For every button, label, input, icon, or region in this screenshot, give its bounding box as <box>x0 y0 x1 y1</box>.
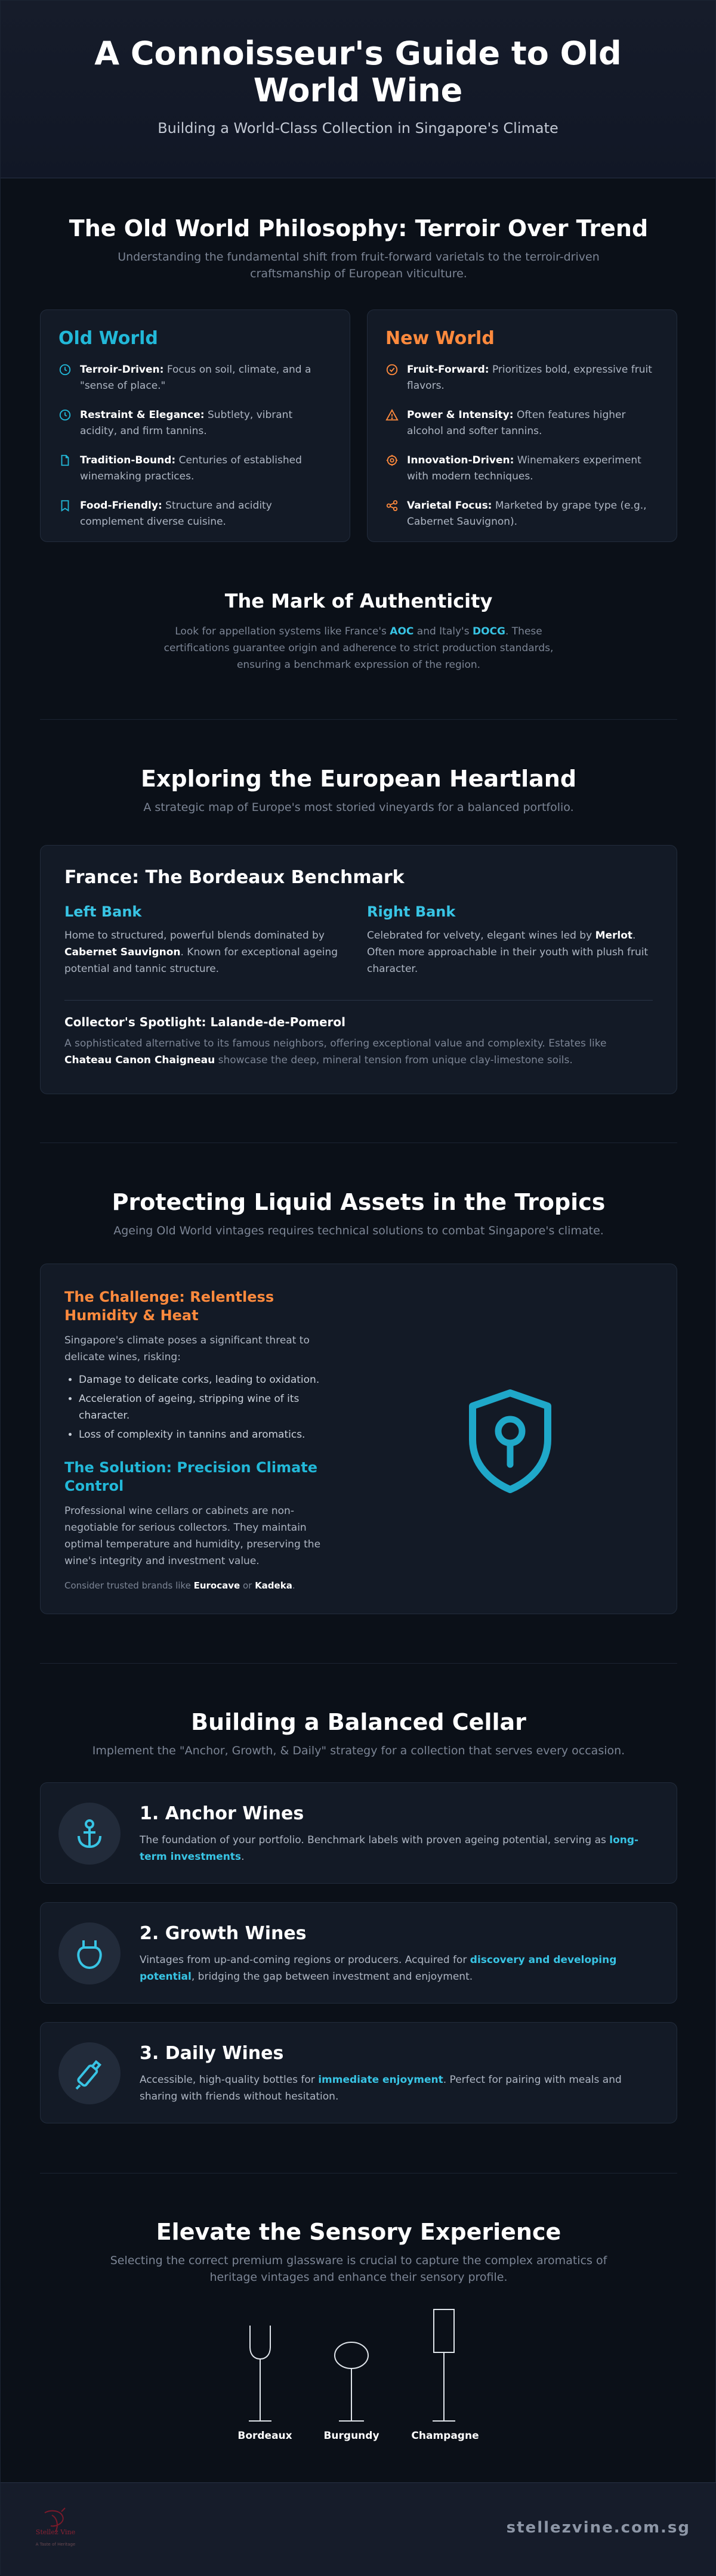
cellar-section <box>1 1709 716 1759</box>
challenge-intro: Singapore's climate poses a significant threat to delicate wines, risking: <box>64 1335 310 1363</box>
section-divider <box>40 719 677 720</box>
warning-icon <box>385 408 399 422</box>
new-world-heading: New World <box>385 328 495 349</box>
feature-label: Tradition-Bound: <box>80 454 176 466</box>
old-world-item <box>58 407 332 439</box>
philosophy-section <box>1 215 716 282</box>
risk-item: • Damage to delicate corks, leading to oxidation. <box>79 1371 341 1388</box>
risk-list <box>64 1371 341 1443</box>
wine-text-part: , bridging the gap between investment and enjoyment. <box>191 1971 473 1983</box>
wine-text-part: . <box>241 1851 245 1863</box>
spotlight-estate: Chateau Canon Chaigneau <box>64 1054 215 1066</box>
cellar-title: Building a Balanced Cellar <box>191 1709 526 1735</box>
burgundy-glass-icon <box>332 2341 371 2425</box>
icon-circle <box>58 1922 121 1984</box>
icon-circle <box>58 2042 121 2104</box>
left-bank-text-part: . Known for exceptional ageing potential and tannic structure. <box>64 946 338 975</box>
heartland-subtitle: A strategic map of Europe's most storied vineyards for a balanced portfolio. <box>143 801 574 814</box>
spotlight-text <box>64 1035 653 1069</box>
tropics-subtitle: Ageing Old World vintages requires technical solutions to combat Singapore's climate. <box>113 1224 604 1237</box>
card-divider <box>64 1000 653 1001</box>
solution-title: The Solution: Precision Climate Control <box>64 1459 318 1494</box>
feature-label: Power & Intensity: <box>407 409 514 421</box>
feature-label: Varietal Focus: <box>407 500 492 512</box>
logo-text: Stellez Vine <box>35 2528 76 2536</box>
feature-text: Focus on soil, climate, and a "sense of place." <box>80 364 311 392</box>
docg-highlight: DOCG <box>472 626 505 637</box>
feature-text: Often features higher alcohol and softer tannins. <box>407 409 626 437</box>
wine-highlight: long-term investments <box>140 1834 639 1863</box>
new-world-card <box>367 309 677 542</box>
left-bank-text <box>64 927 344 977</box>
left-bank-heading: Left Bank <box>64 903 142 920</box>
wine-text-part: . Perfect for pairing with meals and sharing with friends without hesitation. <box>140 2074 622 2103</box>
feature-label: Food-Friendly: <box>80 500 162 512</box>
new-world-item <box>385 362 659 394</box>
icon-circle <box>58 1803 121 1865</box>
champagne-glass-icon <box>429 2306 459 2425</box>
anchor-wines-card <box>40 1782 677 1884</box>
sensory-section <box>1 2219 716 2286</box>
cellar-subtitle: Implement the "Anchor, Growth, & Daily" strategy for a collection that serves every occasion. <box>92 1744 625 1757</box>
tropics-section <box>1 1189 716 1239</box>
growth-icon <box>72 1936 107 1971</box>
philosophy-subtitle: Understanding the fundamental shift from fruit-forward varietals to the terroir-driven craftsmanship of European viticulture. <box>118 250 600 280</box>
bordeaux-glass-icon <box>245 2323 275 2425</box>
solution-text: Professional wine cellars or cabinets are non-negotiable for serious collectors. They maintain optimal temperature and humidity, preserving the wine's integrity and investment value. <box>64 1505 321 1567</box>
bottle-icon <box>72 2055 107 2091</box>
feature-text: Centuries of established winemaking practices. <box>80 454 302 482</box>
philosophy-title: The Old World Philosophy: Terroir Over Trend <box>69 215 649 242</box>
growth-wines-text <box>140 1952 653 1985</box>
brands-text-part: Consider trusted brands like <box>64 1580 194 1591</box>
authenticity-text-part: Look for appellation systems like France's <box>175 626 390 637</box>
bordeaux-card <box>40 845 677 1094</box>
bordeaux-title: France: The Bordeaux Benchmark <box>64 867 405 888</box>
daily-wines-text <box>140 2072 653 2105</box>
brand-logo <box>27 2507 84 2553</box>
wine-text-part: Accessible, high-quality bottles for <box>140 2074 319 2086</box>
bookmark-icon <box>58 499 72 512</box>
glass-label-burgundy: Burgundy <box>323 2430 379 2442</box>
feature-text: Winemakers experiment with modern techniques. <box>407 454 641 482</box>
wine-highlight: discovery and developing potential <box>140 1954 617 1983</box>
new-world-item <box>385 498 659 530</box>
clock-icon <box>58 363 72 376</box>
old-world-heading: Old World <box>58 328 158 349</box>
left-bank <box>64 903 344 977</box>
old-world-item <box>58 362 332 394</box>
right-bank-grape: Merlot <box>595 930 633 942</box>
brand-kadeka: Kadeka <box>255 1580 292 1591</box>
old-world-item <box>58 498 332 530</box>
anchor-wines-title: 1. Anchor Wines <box>140 1803 304 1824</box>
page-subtitle: Building a World-Class Collection in Singapore's Climate <box>158 120 558 137</box>
right-bank <box>367 903 653 977</box>
shield-lock-icon <box>465 1388 555 1493</box>
spotlight-text-part: showcase the deep, mineral tension from unique clay-limestone soils. <box>215 1054 573 1066</box>
glass-label-champagne: Champagne <box>411 2430 479 2442</box>
feature-text: Marketed by grape type (e.g., Cabernet Sauvignon). <box>407 500 647 528</box>
old-world-card <box>40 309 350 542</box>
feature-text: Prioritizes bold, expressive fruit flavors. <box>407 364 652 392</box>
section-divider <box>40 1663 677 1664</box>
wine-highlight: immediate enjoyment <box>318 2074 443 2086</box>
heartland-section <box>1 766 716 816</box>
clock-icon <box>58 408 72 422</box>
risk-item: • Loss of complexity in tannins and aromatics. <box>79 1426 341 1443</box>
feature-text: Structure and acidity complement diverse cuisine. <box>80 500 272 528</box>
sensory-title: Elevate the Sensory Experience <box>156 2219 561 2245</box>
authenticity-section <box>1 590 716 673</box>
right-bank-text <box>367 927 653 977</box>
site-link[interactable]: stellezvine.com.sg <box>506 2519 690 2537</box>
growth-wines-title: 2. Growth Wines <box>140 1923 307 1944</box>
authenticity-text <box>150 623 567 673</box>
climate-card <box>40 1264 677 1614</box>
new-world-item <box>385 453 659 485</box>
growth-wines-card <box>40 1902 677 2004</box>
right-bank-text-part: . Often more approachable in their youth with plush fruit character. <box>367 930 649 975</box>
authenticity-text-part: and Italy's <box>413 626 473 637</box>
risk-item: • Acceleration of ageing, stripping wine of its character. <box>79 1391 341 1424</box>
feature-label: Restraint & Elegance: <box>80 409 205 421</box>
right-bank-heading: Right Bank <box>367 903 456 920</box>
authenticity-text-part: . These certifications guarantee origin and adherence to strict production standards, ensuring a benchmark expression of the region. <box>163 626 554 671</box>
feature-label: Terroir-Driven: <box>80 364 164 376</box>
authenticity-title: The Mark of Authenticity <box>224 590 493 612</box>
share-icon <box>385 499 399 512</box>
heartland-title: Exploring the European Heartland <box>140 766 577 792</box>
feature-label: Innovation-Driven: <box>407 454 514 466</box>
new-world-item <box>385 407 659 439</box>
document-icon <box>58 454 72 467</box>
sensory-subtitle: Selecting the correct premium glassware is crucial to capture the complex aromatics of heritage vintages and enhance their sensory profile. <box>110 2254 607 2284</box>
feature-label: Fruit-Forward: <box>407 364 489 376</box>
daily-wines-card <box>40 2022 677 2123</box>
glass-label-bordeaux: Bordeaux <box>237 2430 292 2442</box>
brands-text-part: . <box>292 1580 295 1591</box>
logo-tagline: A Taste of Heritage <box>35 2542 76 2547</box>
brand-eurocave: Eurocave <box>193 1580 240 1591</box>
footer <box>1 2482 716 2576</box>
check-circle-icon <box>385 363 399 376</box>
wine-text-part: Vintages from up-and-coming regions or producers. Acquired for <box>140 1954 470 1966</box>
wine-text-part: The foundation of your portfolio. Benchmark labels with proven ageing potential, serving as <box>140 1834 610 1846</box>
old-world-item <box>58 453 332 485</box>
page-title: A Connoisseur's Guide to Old World Wine <box>94 35 622 109</box>
anchor-icon <box>72 1816 107 1852</box>
aoc-highlight: AOC <box>390 626 414 637</box>
spotlight-title: Collector's Spotlight: Lalande-de-Pomerol <box>64 1015 345 1029</box>
section-divider <box>40 2173 677 2174</box>
anchor-wines-text <box>140 1832 653 1865</box>
tropics-title: Protecting Liquid Assets in the Tropics <box>112 1189 606 1215</box>
left-bank-grape: Cabernet Sauvignon <box>64 946 181 958</box>
hero-header <box>1 1 715 178</box>
left-bank-text-part: Home to structured, powerful blends dominated by <box>64 930 325 942</box>
feature-text: Subtlety, vibrant acidity, and firm tannins. <box>80 409 293 437</box>
spotlight-text-part: A sophisticated alternative to its famous neighbors, offering exceptional value and complexity. Estates like <box>64 1038 607 1049</box>
daily-wines-title: 3. Daily Wines <box>140 2043 284 2064</box>
gear-icon <box>385 454 399 467</box>
challenge-title: The Challenge: Relentless Humidity & Heat <box>64 1289 274 1324</box>
brands-note <box>64 1580 341 1591</box>
right-bank-text-part: Celebrated for velvety, elegant wines led by <box>367 930 595 942</box>
brands-text-part: or <box>240 1580 255 1591</box>
